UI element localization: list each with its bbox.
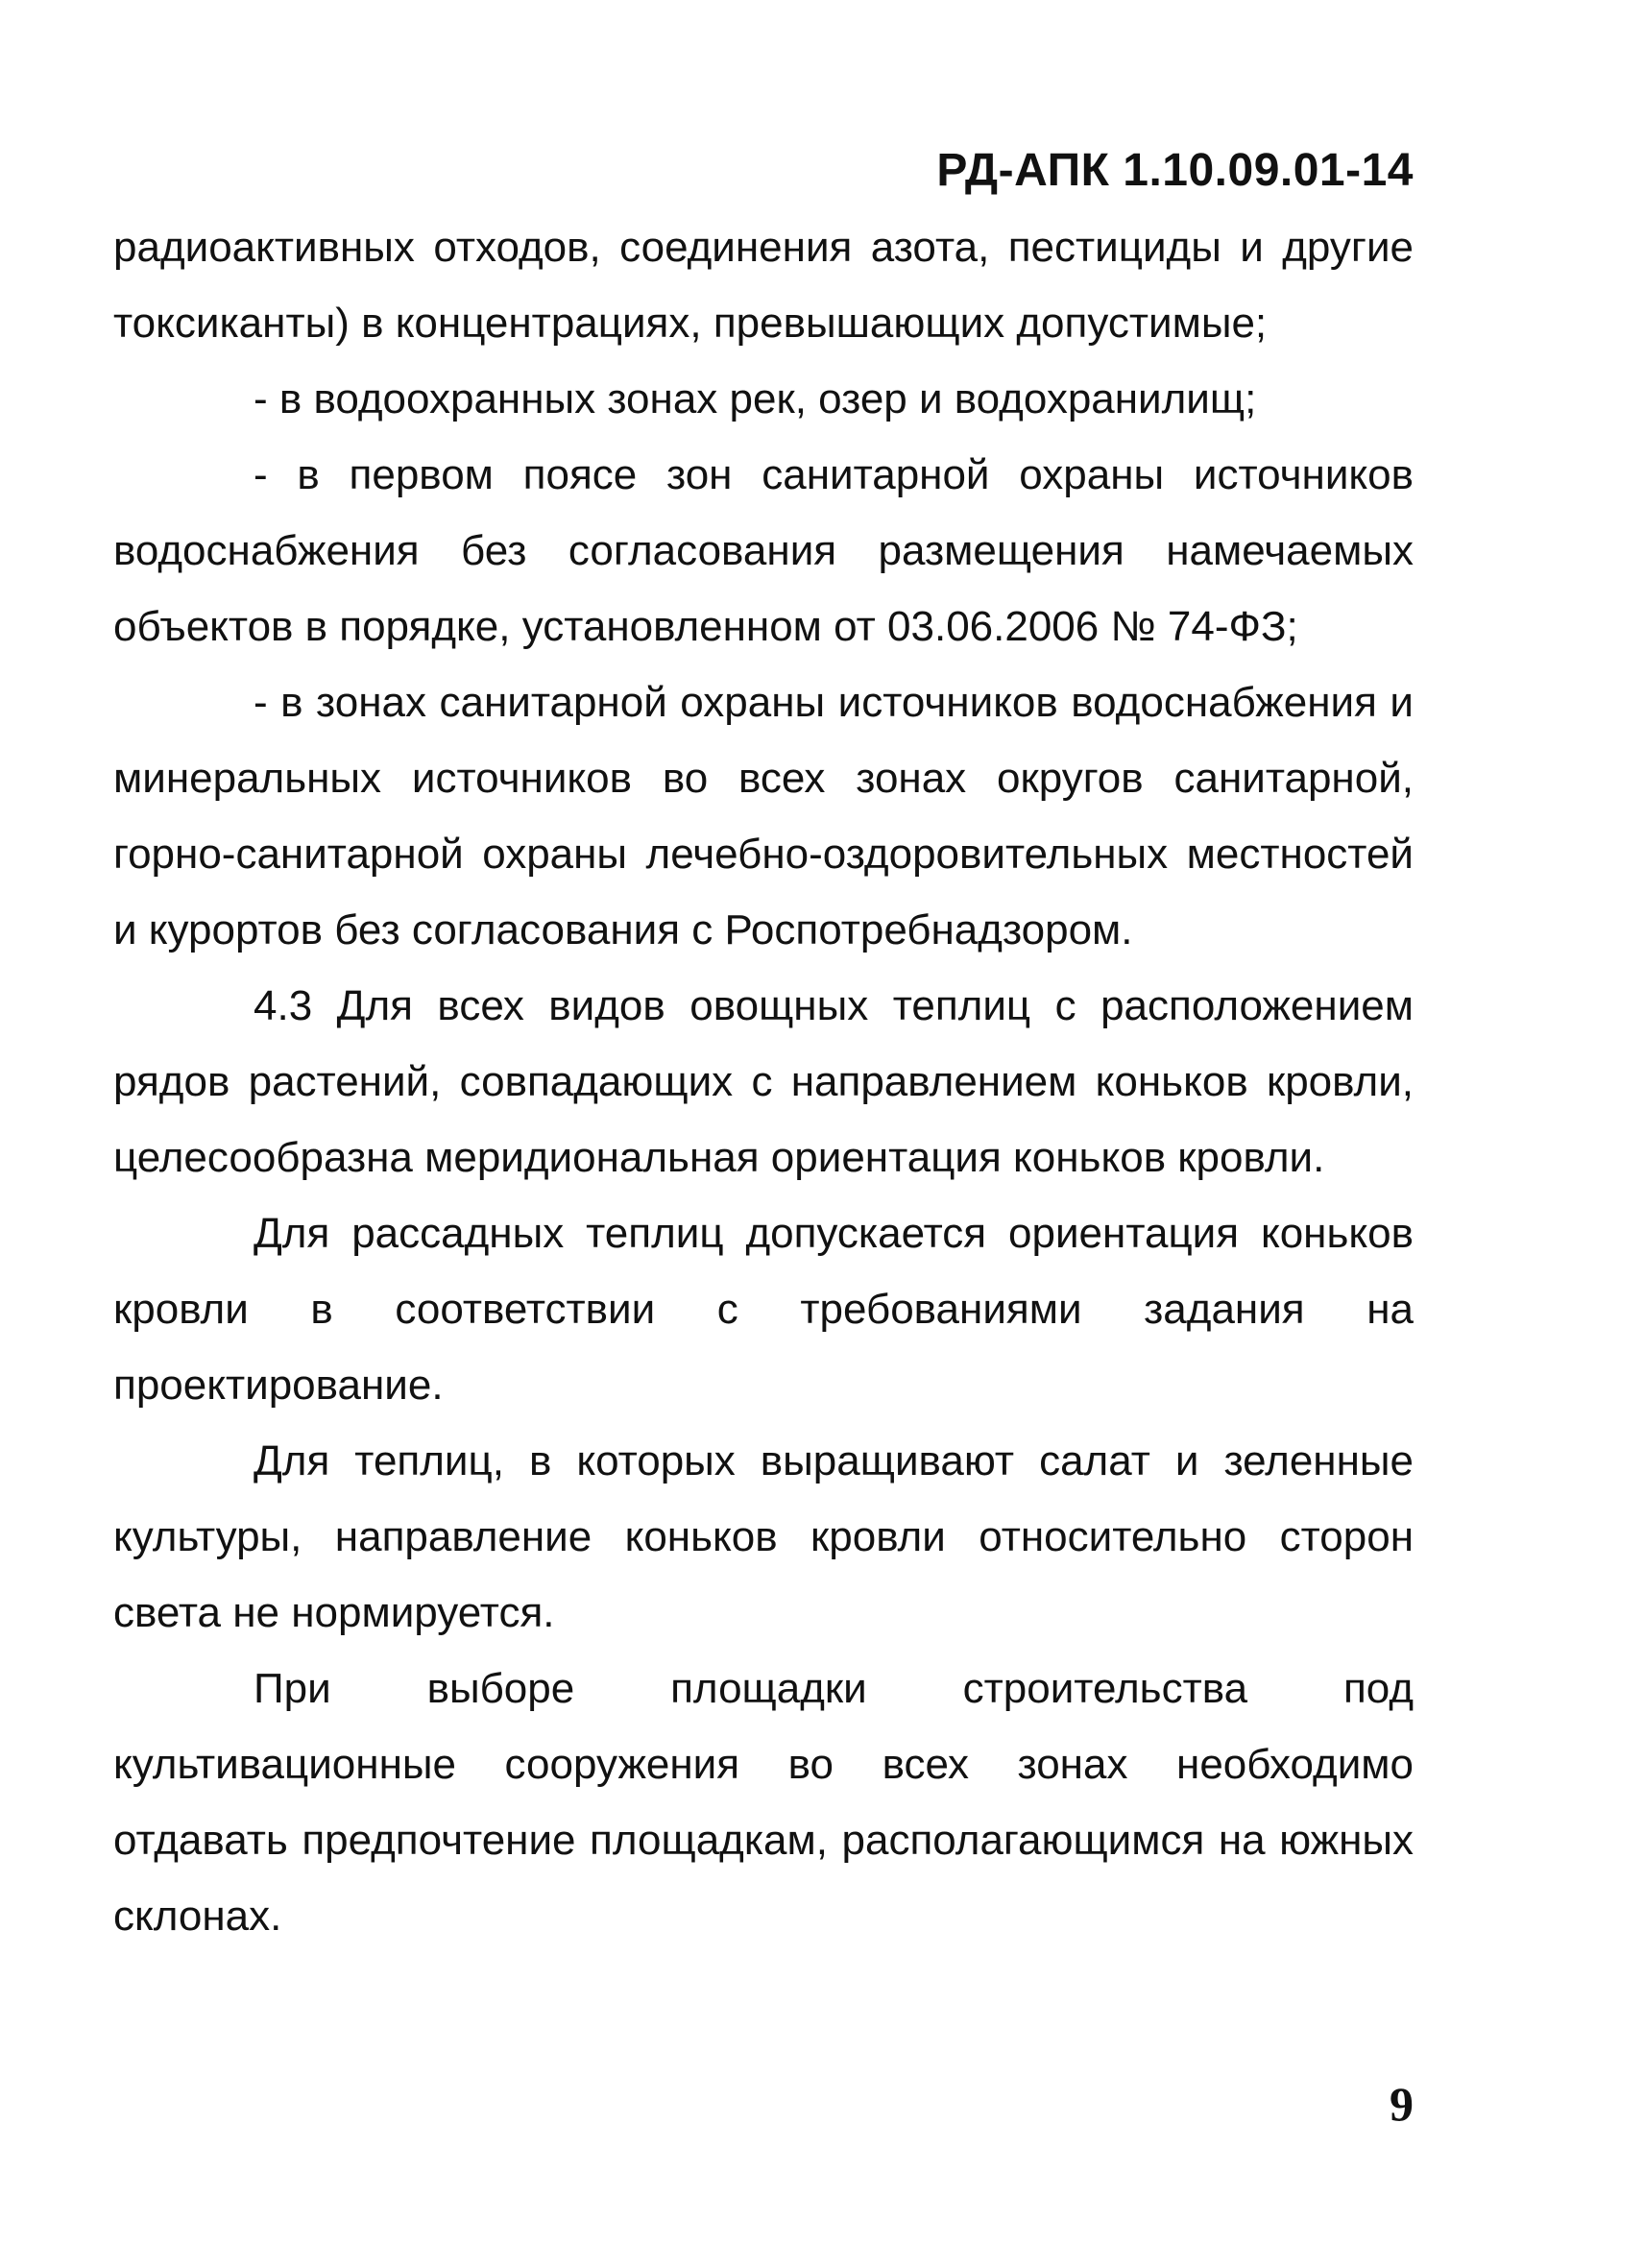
document-code-header: РД-АПК 1.10.09.01-14 [936, 145, 1414, 196]
paragraph-salad-greenhouses: Для теплиц, в которых выращивают салат и зеленные культуры, направление коньков кровли относительно сторон света не нормируется. [113, 1437, 1414, 1636]
document-body [113, 209, 1414, 1954]
paragraph-seedling-greenhouses: Для рассадных теплиц допускается ориентация коньков кровли в соответствии с требованиями задания на проектирование. [113, 1210, 1414, 1409]
paragraph-first-belt: - в первом поясе зон санитарной охраны источников водоснабжения без согласования размещения намечаемых объектов в порядке, установленном от 03.06.2006 № 74-ФЗ; [113, 451, 1414, 650]
page-number: 9 [1390, 2077, 1414, 2131]
paragraph-water-protection-zones: - в водоохранных зонах рек, озер и водохранилищ; [254, 375, 1257, 422]
paragraph-continuation: радиоактивных отходов, соединения азота, пестициды и другие токсиканты) в концентрациях, превышающих допустимые; [113, 224, 1414, 347]
paragraph-sanitary-zones: - в зонах санитарной охраны источников водоснабжения и минеральных источников во всех зонах округов санитарной, горно-санитарной охраны лечебно-оздоровительных местностей и курортов без согласования с Роспотребнадзором. [113, 679, 1414, 953]
paragraph-site-selection: При выборе площадки строительства под культивационные сооружения во всех зонах необходимо отдавать предпочтение площадкам, располагающимся на южных склонах. [113, 1665, 1414, 1940]
paragraph-section-4-3: 4.3 Для всех видов овощных теплиц с расположением рядов растений, совпадающих с направлением коньков кровли, целесообразна меридиональная ориентация коньков кровли. [113, 982, 1414, 1181]
